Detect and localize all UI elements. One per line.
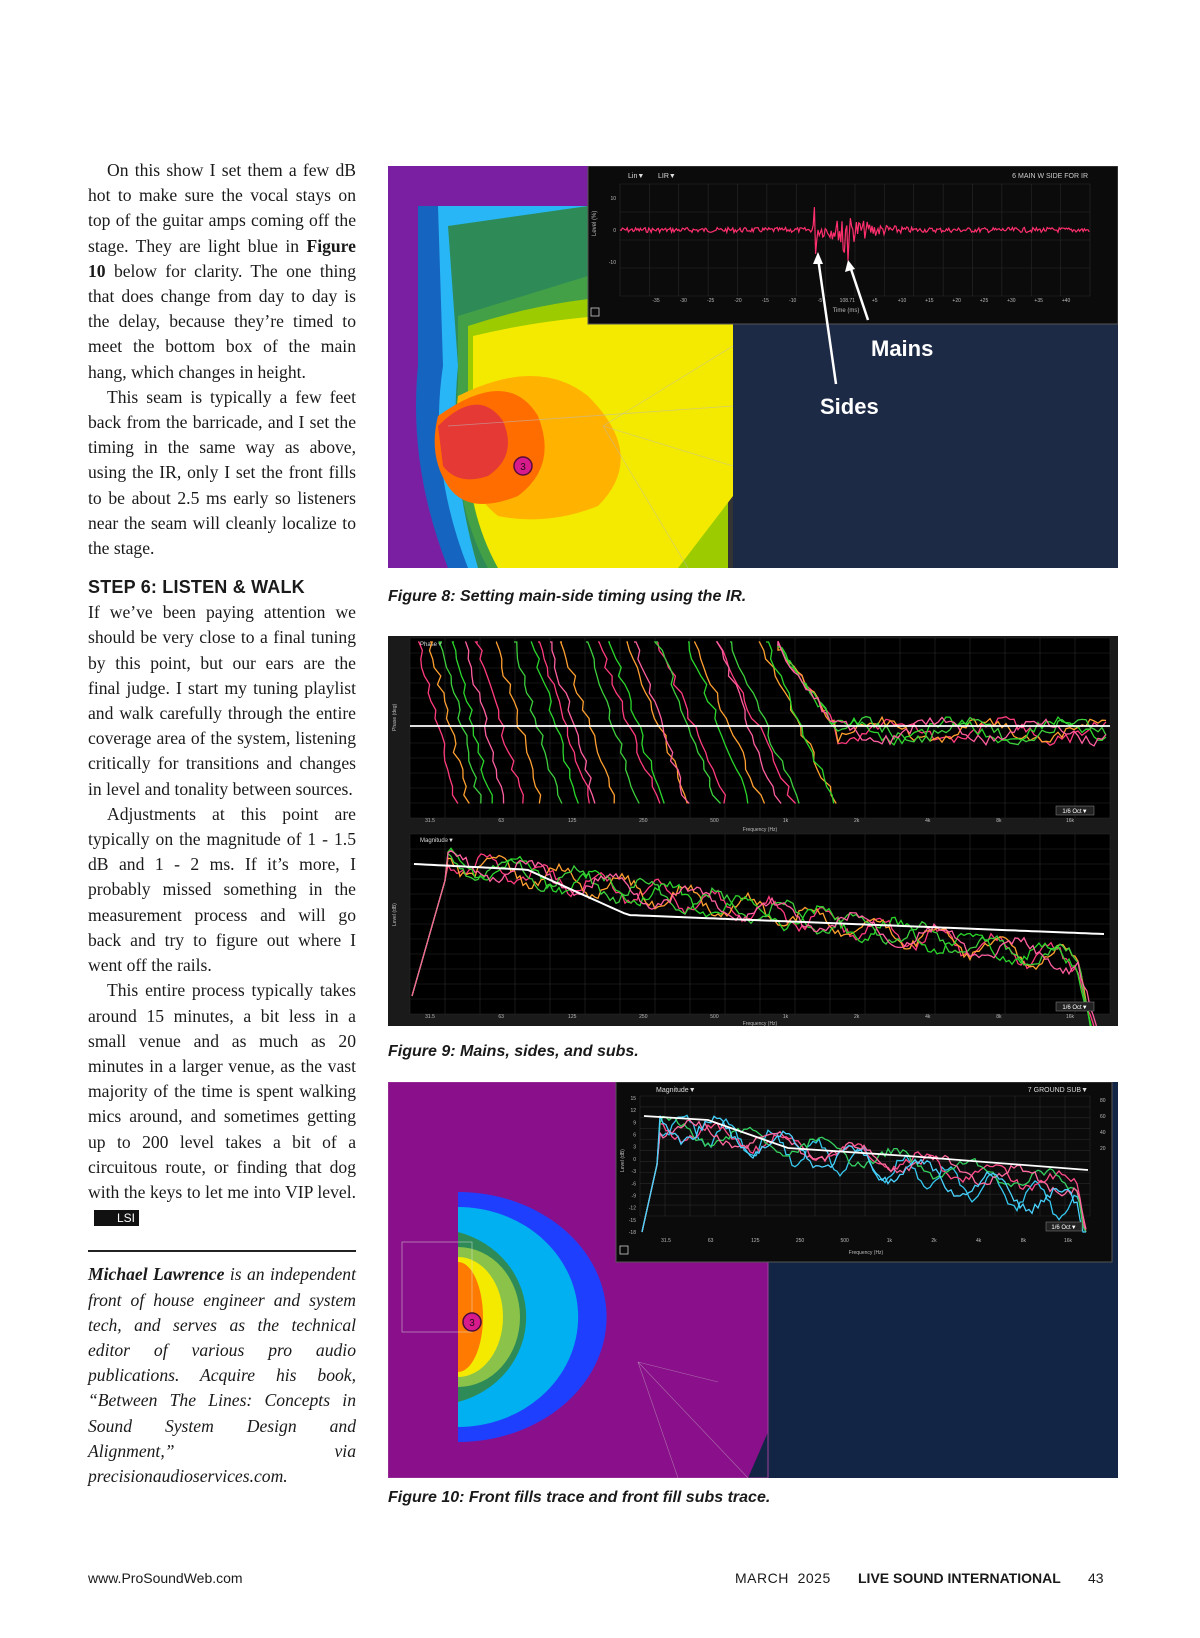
paragraph-3: If we’ve been paying attention we should be very close to a final tuning by this point, but our ears are the final judge. I start my tuning playlist and walk carefully through the entire coverage area of the system, listening critically for transitions and changes in level and tonality between sources. <box>88 602 356 799</box>
sub-x-tick: 63 <box>707 1238 714 1244</box>
phase-x-tick: 31.5 <box>425 818 435 824</box>
sub-x-tick: 500 <box>840 1238 849 1244</box>
footer-magazine: LIVE SOUND INTERNATIONAL <box>858 1570 1061 1586</box>
ir-x-tick: -35 <box>652 298 660 304</box>
magnitude-x-tick: 2k <box>854 1014 860 1020</box>
figure-9-caption: Figure 9: Mains, sides, and subs. <box>388 1043 639 1060</box>
sub-x-tick: 4k <box>976 1238 982 1244</box>
sub-right-tick: 60 <box>1100 1114 1106 1120</box>
ir-x-tick: -15 <box>761 298 769 304</box>
ir-x-tick: +25 <box>979 298 989 304</box>
magnitude-x-tick: 8k <box>996 1014 1002 1020</box>
phase-x-tick: 4k <box>925 818 931 824</box>
sub-y-tick: -3 <box>631 1169 636 1176</box>
sub-y-tick: 6 <box>633 1132 636 1139</box>
figure-10-reference: Figure 10 <box>88 235 356 281</box>
sub-y-tick: 9 <box>633 1120 636 1127</box>
magnitude-x-tick: 16k <box>1065 1014 1075 1020</box>
magnitude-smoothing-selector[interactable]: 1/6 Oct▼ <box>1062 1005 1088 1011</box>
paragraph-1 <box>88 158 356 385</box>
ir-x-tick: -25 <box>707 298 715 304</box>
figure-10-image <box>388 1082 1118 1478</box>
ir-x-tick: +10 <box>897 298 907 304</box>
paragraph-4: Adjustments at this point are typically on the magnitude of 1 - 1.5 dB and 1 - 2 ms. If it’s more, I probably missed something in the measurement process and will go back and try to figure out where I went off the rails. <box>88 803 356 976</box>
ir-x-tick: -20 <box>734 298 742 304</box>
ir-x-tick: +5 <box>871 298 878 304</box>
phase-x-tick: 250 <box>639 818 648 824</box>
sub-right-tick: 40 <box>1100 1130 1106 1136</box>
mains-label: Mains <box>871 336 934 361</box>
figure-8-caption: Figure 8: Setting main-side timing using the IR. <box>388 588 747 605</box>
ir-y-tick: 10 <box>610 196 616 202</box>
sub-x-axis-label: Frequency (Hz) <box>848 1250 884 1256</box>
ir-trace-title: 6 MAIN W SIDE FOR IR <box>1012 173 1088 180</box>
ir-x-tick: 108.71 <box>839 298 855 304</box>
sub-y-tick: 12 <box>630 1108 636 1115</box>
phase-x-axis-label: Frequency (Hz) <box>742 827 778 833</box>
sub-x-tick: 2k <box>931 1238 937 1244</box>
magnitude-x-tick: 63 <box>498 1014 504 1020</box>
paragraph-5 <box>88 978 356 1230</box>
sub-y-tick: -9 <box>631 1193 636 1200</box>
ir-x-tick: +15 <box>925 298 934 304</box>
paragraph-1-text: On this show I set them a few dB hot to make sure the vocal stays on top of the guitar amps coming off the stage. They are light blue in <box>88 160 356 256</box>
sub-x-tick: 16k <box>1063 1238 1073 1244</box>
sub-smoothing-selector[interactable]: 1/6 Oct▼ <box>1051 1225 1077 1231</box>
magnitude-y-axis-label: Level (dB) <box>392 903 398 926</box>
sub-y-tick: -15 <box>628 1217 636 1224</box>
magnitude-title: Magnitude▼ <box>420 838 454 844</box>
magnitude-x-tick: 31.5 <box>425 1014 435 1020</box>
sub-y-tick: 0 <box>633 1156 636 1163</box>
sub-x-tick: 8k <box>1020 1238 1026 1244</box>
phase-x-tick: 2k <box>854 818 860 824</box>
sub-y-tick: -6 <box>631 1181 636 1188</box>
phase-plot <box>392 638 1110 833</box>
magnitude-x-tick: 4k <box>925 1014 931 1020</box>
ir-lir-selector: LIR▼ <box>658 173 676 180</box>
figure-10-caption: Figure 10: Front fills trace and front fill subs trace. <box>388 1489 771 1506</box>
ir-x-tick: +40 <box>1061 298 1071 304</box>
magnitude-x-tick: 125 <box>568 1014 577 1020</box>
article-column <box>88 158 356 1489</box>
author-name: Michael Lawrence <box>88 1264 225 1285</box>
sub-x-tick: 250 <box>795 1238 805 1244</box>
footer-issue: MARCH 2025 <box>735 1570 831 1586</box>
ir-x-tick: -30 <box>679 298 687 304</box>
section-heading: STEP 6: LISTEN & WALK <box>88 577 305 598</box>
phase-x-tick: 16k <box>1065 818 1075 824</box>
figure-9-image <box>388 636 1118 1026</box>
paragraph-5-text: This entire process typically takes around 15 minutes, a bit less in a small venue and as much as 20 minutes in a larger venue, as the vast majority of the time is spent walking mics around, and sometimes getting up to 200 level takes a bit of a circuitous route, or finding that dog with the keys to let me into VIP level. <box>88 980 356 1202</box>
ir-y-axis-label: Level (%) <box>592 210 598 236</box>
magnitude-x-tick: 250 <box>639 1014 648 1020</box>
ir-x-axis-label: Time (ms) <box>832 308 860 314</box>
phase-x-tick: 1k <box>782 818 789 824</box>
ir-x-tick: +30 <box>1007 298 1016 304</box>
phase-y-axis-label: Phase (deg) <box>392 703 398 731</box>
sub-right-tick: 80 <box>1100 1098 1106 1104</box>
sub-y-tick: -18 <box>628 1230 636 1236</box>
magnitude-x-axis-label: Frequency (Hz) <box>742 1021 778 1026</box>
ir-x-tick: +20 <box>952 298 961 304</box>
ir-x-tick: +35 <box>1034 298 1043 304</box>
ir-x-tick: -5 <box>817 298 823 304</box>
phase-x-tick: 8k <box>996 818 1002 824</box>
sub-x-tick: 125 <box>751 1238 760 1244</box>
sub-x-tick: 1k <box>886 1238 892 1244</box>
paragraph-2: This seam is typically a few feet back from the barricade, and I set the timing in the same way as above, using the IR, only I set the front fills to be about 2.5 ms early so listeners near the seam will cleanly localize to the stage. <box>88 386 356 559</box>
ir-lin-selector: Lin▼ <box>628 173 645 180</box>
author-bio <box>88 1262 356 1489</box>
sub-y-tick: 3 <box>633 1144 636 1151</box>
phase-title: Phase▼ <box>420 642 443 648</box>
bio-divider <box>88 1250 356 1252</box>
ir-y-tick: -10 <box>608 260 616 266</box>
magnitude-x-tick: 500 <box>710 1014 719 1020</box>
ir-y-tick: 0 <box>613 228 616 234</box>
sub-y-tick: 15 <box>630 1096 636 1102</box>
sub-x-tick: 31.5 <box>661 1238 671 1244</box>
magnitude-plot <box>392 834 1110 1026</box>
ff-mic-label: 3 <box>469 1318 475 1329</box>
phase-smoothing-selector[interactable]: 1/6 Oct▼ <box>1062 809 1088 815</box>
sub-magnitude-title: Magnitude▼ <box>656 1087 696 1094</box>
sub-y-axis-label: Level (dB) <box>620 1149 626 1172</box>
footer-url: www.ProSoundWeb.com <box>88 1570 243 1586</box>
sides-label: Sides <box>820 394 879 419</box>
end-mark-badge: LSI <box>94 1210 139 1226</box>
phase-x-tick: 63 <box>498 818 504 824</box>
magnitude-x-tick: 1k <box>782 1014 789 1020</box>
phase-x-tick: 125 <box>568 818 577 824</box>
mic-position-label: 3 <box>520 462 526 473</box>
figure-8-image <box>388 166 1118 568</box>
paragraph-1-text-cont: below for clarity. The one thing that does change from day to day is the delay, because they’re timed to meet the bottom box of the main hang, which changes in height. <box>88 260 356 382</box>
sub-right-tick: 20 <box>1100 1146 1106 1152</box>
phase-x-tick: 500 <box>710 818 719 824</box>
sub-trace-title: 7 GROUND SUB▼ <box>1027 1087 1088 1094</box>
author-bio-text: is an independent front of house engineer and system tech, and serves as the technical editor of various pro audio publications. Acquire his book, “Between The Lines: Concepts in Sound System Design and Alignment,” via precisionaudioservices.com. <box>88 1264 356 1486</box>
ir-plot <box>588 166 1118 324</box>
ir-x-tick: -10 <box>789 298 797 304</box>
footer-page-number: 43 <box>1088 1570 1104 1586</box>
sub-y-tick: -12 <box>628 1205 636 1212</box>
sub-magnitude-plot <box>616 1082 1112 1262</box>
